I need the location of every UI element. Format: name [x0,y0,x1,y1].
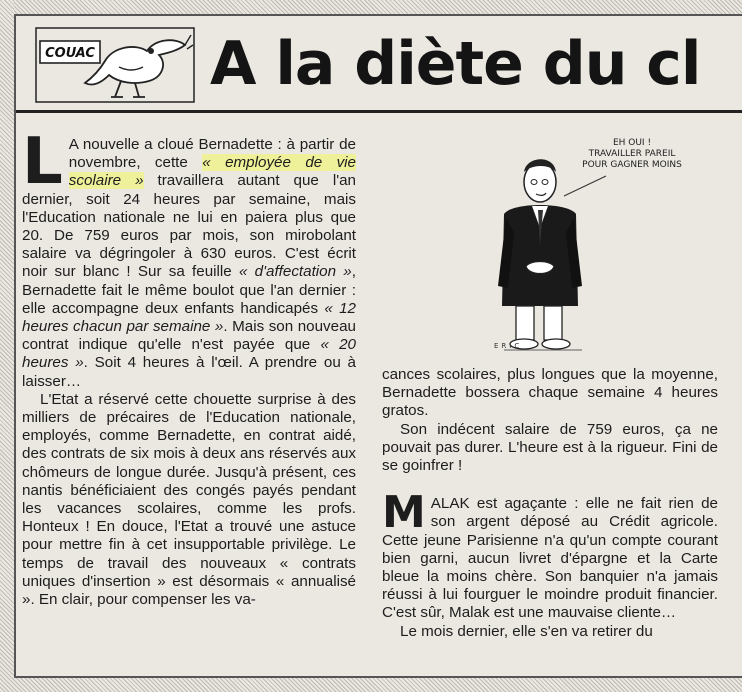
p1-text-e: . Soit 4 heures à l'œil. A prendre ou à laisser… [22,354,356,390]
hatched-border-bottom [0,678,742,692]
paragraph-6: Le mois dernier, elle s'en va retirer du [400,622,653,640]
article-column-1 [22,125,357,609]
headline: A la diète du cl [210,29,701,99]
p5-text: ALAK est agaçante : elle ne fait rien de son argent déposé au Crédit agricole. Cette jeune Parisienne n'a qu'un compte courant bien garni, aucun livret d'épargne et la Carte bleue la moins chère. Son banquier n'a jamais réussi à lui fourguer le moindre produit financier. C'est sûr, Malak est une mauvaise cliente… [382,495,718,622]
frame-line-bottom [14,676,742,678]
speech-line-1: EH OUI ! [612,138,652,148]
p1-text-a: A nouvelle a cloué Bernadette : à partir de novembre, cette [68,136,356,172]
frame-line-top [14,14,742,16]
p1-italic-3: « 20 heures » [22,336,356,372]
couac-logo [35,27,195,103]
paragraph-2: L'Etat a réservé cette chouette surprise à des milliers de précaires de l'Education nationale, employés, comme Bernadette, en contrat aidé, des contrats de six mois à deux ans réservés aux chômeurs de longue durée. Jusqu'à présent, ces nantis bénéficiaient des congés payés pendant les vacances scolaires, comme les profs. Honteux ! En douce, l'Etat a trouvé une astuce pour mettre fin à cet insupportable privilège. Le temps de travail des nouveaux « contrats uniques d'insertion » est désormais « annualisé ». En clair, pour compenser les va- [22,390,356,609]
frame-line-left [14,14,16,678]
speech-line-2: TRAVAILLER PAREIL [588,149,676,159]
paragraph-1 [22,125,357,391]
hatched-border-left [0,0,14,692]
cartoon-signature: ERIC [494,342,523,350]
speech-line-3: POUR GAGNER MOINS [582,160,682,170]
p1-italic-1: « d'affectation » [238,263,352,281]
paragraph-5 [382,487,718,622]
logo-label: COUAC [45,46,95,61]
cartoon-speech [562,138,702,171]
article-column-2 [382,366,718,641]
section-gap [382,475,718,495]
highlighted-quote: « employée de vie scolaire » [68,154,357,190]
dropcap-m: M [382,487,426,539]
paragraph-3: cances scolaires, plus longues que la moyenne, Bernadette bossera chaque semaine 4 heures gratos. [382,366,718,420]
p1-italic-2: « 12 heures chacun par semaine » [22,299,356,336]
p1-text-c: , Bernadette fait le même boulot que l'an dernier : elle accompagne deux enfants handicapés [22,263,356,317]
dropcap-l: L [22,125,63,199]
header-rule [16,110,742,113]
p1-text-b: travaillera autant que l'an dernier, soit 24 heures par semaine, mais l'Education nationale ne lui en paiera plus que 20. De 759 euros par mois, son mirobolant salaire va dégringoler à 630 euros. C'est écrit noir sur blanc ! Sur sa feuille [22,172,356,281]
duck-logo-icon [35,27,195,103]
paragraph-4: Son indécent salaire de 759 euros, ça ne pouvait pas durer. L'heure est à la rigueur. Fini de se goinfrer ! [382,420,718,475]
p1-text-d: . Mais son nouveau contrat indique qu'elle n'est payée que [22,318,356,354]
hatched-border-top [0,0,742,14]
